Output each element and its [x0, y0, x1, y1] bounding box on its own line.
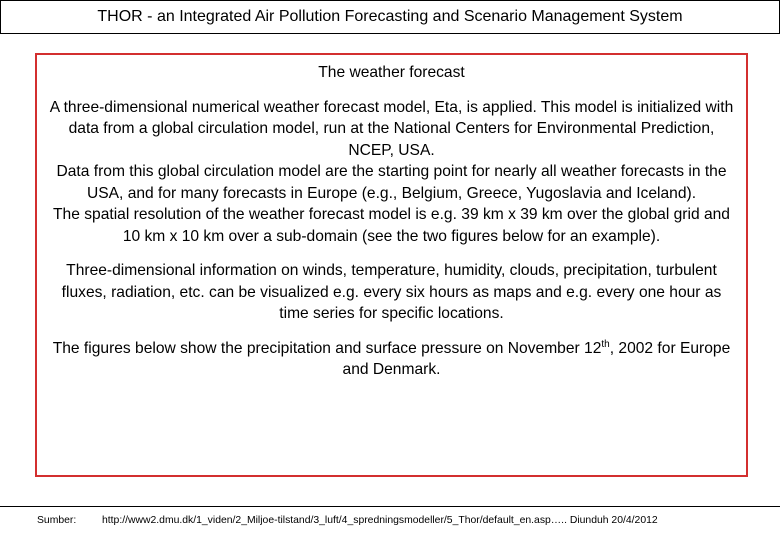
- paragraph-model-intro: A three-dimensional numerical weather forecast model, Eta, is applied. This model is initialized with data from a global circulation model, run at the National Centers for Environmental Prediction, NCEP, USA.: [49, 98, 734, 159]
- paragraph-figures-text-end: , 2002 for Europe and Denmark.: [342, 339, 731, 378]
- content-box: [35, 53, 748, 477]
- paragraph-visualization: Three-dimensional information on winds, temperature, humidity, clouds, precipitation, turbulent fluxes, radiation, etc. can be visualized e.g. every six hours as maps and e.g. every one hour as time series for specific locations.: [61, 262, 722, 322]
- paragraph-figures: [37, 338, 746, 381]
- paragraph-model-resolution: The spatial resolution of the weather forecast model is e.g. 39 km x 39 km over the global grid and 10 km x 10 km over a sub-domain (see the two figures below for an example).: [53, 206, 730, 245]
- footer: [0, 508, 780, 538]
- page-title: THOR - an Integrated Air Pollution Forecasting and Scenario Management System: [0, 0, 780, 34]
- footer-source-link[interactable]: http://www2.dmu.dk/1_viden/2_Miljoe-tilstand/3_luft/4_spredningsmodeller/5_Thor/default_en.asp….. Diunduh 20/4/2012: [102, 515, 658, 526]
- footer-source-label: Sumber:: [37, 515, 77, 526]
- paragraph-model-usage: Data from this global circulation model are the starting point for nearly all weather forecasts in the USA, and for many forecasts in Europe (e.g., Belgium, Greece, Yugoslavia and Iceland).: [56, 163, 727, 202]
- footer-divider: [0, 506, 780, 507]
- section-heading: The weather forecast: [318, 64, 465, 81]
- paragraph-model-description: [37, 97, 746, 248]
- paragraph-figures-text: The figures below show the precipitation and surface pressure on November 12: [52, 339, 602, 357]
- date-ordinal-suffix: th: [601, 338, 610, 350]
